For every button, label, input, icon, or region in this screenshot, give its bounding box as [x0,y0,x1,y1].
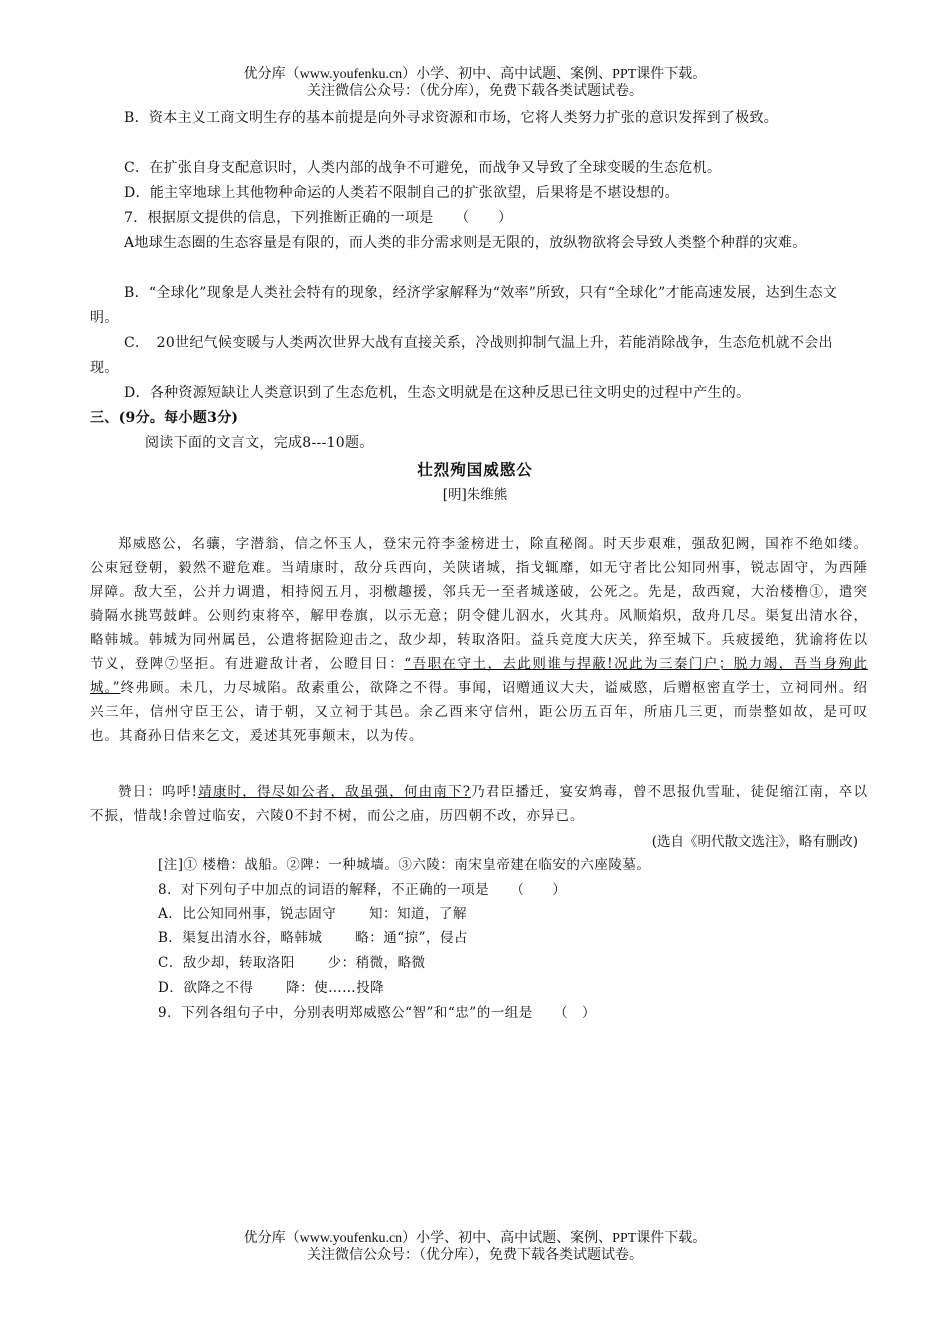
q6-option-c: C．在扩张自身支配意识时，人类内部的战争不可避免，而战争又导致了全球变暖的生态危机。 [124,160,722,176]
passage-p2-underlined: 靖康时，得尽如公者，敌虽强，何由南下? [197,784,472,800]
passage-p1-text-b: 终弗顾。未几，力尽城陷。敌素重公，欲降之不得。事闻，诏赠通议大夫，谥威愍，后赠枢密直学士，立祠同州。绍兴三年，信州守臣王公，请于朝，又立祠于其邑。余乙酉来守信州，距公历五百年，所庙几三更，而崇整如故，是可叹也。其裔孙日佶来乞文，爰述其死事颠末，以为传。 [90,680,868,744]
passage-p1-underlined: “吾职在守土，去此则谁与捍蔽!况此为三秦门户；脱力竭，吾当身殉此城。” [90,656,869,696]
passage-source: (选自《明代散文选注》，略有删改) [651,834,858,850]
header-line-2: 关注微信公众号：（优分库），免费下载各类试题试卷。 [307,84,643,99]
footer-line-2: 关注微信公众号：（优分库），免费下载各类试题试卷。 [307,1248,643,1263]
header-line-1: 优分库（www.youfenku.cn）小学、初中、高中试题、案例、PPT课件下载。 [243,67,707,82]
q9-stem: 9．下列各组句子中，分别表明郑威愍公“智”和“忠”的一组是 （ ） [158,1005,596,1021]
page-header [0,66,950,100]
q8-option-b: B．渠复出清水谷，略韩城 略：通“掠”，侵占 [158,930,469,946]
q8-option-a: A．比公知同州事，锐志固守 知：知道，了解 [158,906,468,922]
passage-p1-text-a: 郑威愍公，名骧，字潜翁，信之怀玉人，登宋元符李釜榜进士，除直秘阁。时天步艰难，强敌犯阙，国祚不绝如缕。公束冠登朝，毅然不避危难。当靖康时，敌分兵西向，关陕诸城，指戈辄靡，如无守者比公知同州事，锐志固守，为西陲屏障。敌大至，公并力调遣，相持阅五月，羽檄趣援，邻兵无一至者城遂破，公死之。先是，敌西窥，大治楼橹①，遣突骑隔水挑骂鼓衅。公则约束将卒，解甲卷旗，以示无意；阴令健儿泅水，火其舟。风顺焰炽，敌舟几尽。渠复出清水谷，略韩城。韩城为同州属邑，公遣将据险迎击之，敌少却，转取洛阳。益兵竞度大庆关，猝至城下。兵疲援绝，犹谕将佐以节义，登陴⑦坚拒。有进避敌计者，公瞪目日： [90,536,868,672]
q8-option-c: C．敌少却，转取洛阳 少：稍微，略微 [158,955,426,971]
passage-p2-text-a: 赞日：呜呼! [118,784,198,800]
page-footer [0,1230,950,1264]
q7-option-c: C． 20世纪气候变暖与人类两次世界大战有直接关系，冷战则抑制气温上升，若能消除战争，生态危机就不会出现。 [90,335,833,376]
section-3-heading: 三、(9分。每小题3分) [90,410,239,426]
q7-option-b: B．“全球化”现象是人类社会特有的现象，经济学家解释为“效率”所致，只有“全球化”才能高速发展，达到生态文明。 [90,285,838,326]
q8-option-d: D．欲降之不得 降：使……投降 [158,980,385,996]
passage-paragraph-1 [90,532,868,748]
passage-p2-text-b: 乃君臣播迁，宴安鸩毒，曾不思报仇雪耻，徒促缩江南，卒以不振，惜哉!余曾过临安，六陵0不封不树，而公之庙，历四朝不改，亦异已。 [90,784,868,824]
footer-line-1: 优分库（www.youfenku.cn）小学、初中、高中试题、案例、PPT课件下载。 [243,1231,707,1246]
passage-note: [注]① 楼橹：战船。②陴：一种城墙。③六陵：南宋皇帝建在临安的六座陵墓。 [158,857,651,873]
q6-option-b: B．资本主义工商文明生存的基本前提是向外寻求资源和市场，它将人类努力扩张的意识发挥到了极致。 [124,110,779,126]
q7-option-a: A地球生态圈的生态容量是有限的，而人类的非分需求则是无限的，放纵物欲将会导致人类整个种群的灾难。 [124,235,807,251]
q7-option-d: D．各种资源短缺让人类意识到了生态危机，生态文明就是在这种反思已往文明史的过程中产生的。 [124,385,751,401]
passage-paragraph-2 [90,780,868,828]
passage-author: [明]朱维熊 [442,487,508,503]
passage-title: 壮烈殉国威愍公 [417,460,533,479]
q8-stem: 8．对下列句子中加点的词语的解释，不正确的一项是 （ ） [158,882,567,898]
q7-stem: 7．根据原文提供的信息，下列推断正确的一项是 （ ） [124,210,513,226]
q6-option-d: D．能主宰地球上其他物种命运的人类若不限制自己的扩张欲望，后果将是不堪设想的。 [124,185,679,201]
section-3-intro: 阅读下面的文言文，完成8---10题。 [145,435,374,451]
